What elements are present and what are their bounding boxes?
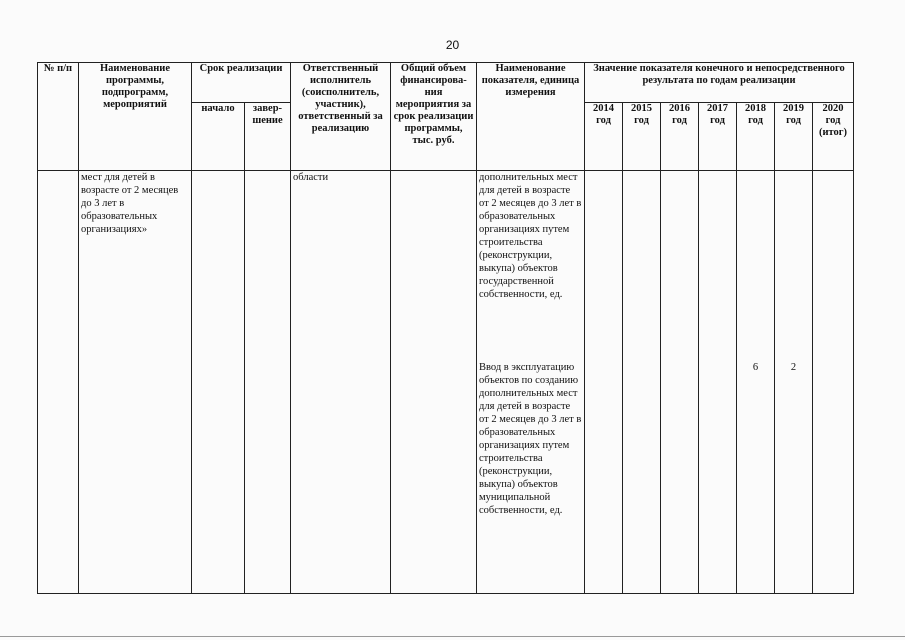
cell-responsible: области (291, 171, 391, 594)
header-year-2020: 2020 год (итог) (813, 103, 854, 171)
header-term-start: начало (192, 103, 245, 171)
cell-val2-2019: 2 (775, 361, 813, 594)
header-responsible: Ответственный исполнитель (соисполнитель, участник), ответственный за реализацию (291, 63, 391, 171)
header-name: Наименование программы, подпрограмм, мероприятий (79, 63, 192, 171)
cell-val2-2014 (585, 361, 623, 594)
header-num: № п/п (38, 63, 79, 171)
cell-val1-2014 (585, 171, 623, 361)
cell-indicator-1: дополнительных мест для детей в возрасте от 2 месяцев до 3 лет в образовательных организациях путем строительства (реконструкции, выкупа) объектов государственной собственности, ед. (477, 171, 585, 361)
cell-val2-2020 (813, 361, 854, 594)
page-bottom-edge (0, 636, 905, 637)
header-funding: Общий объем финансирова-ния мероприятия за срок реализации программы, тыс. руб. (391, 63, 477, 171)
header-year-2015: 2015 год (623, 103, 661, 171)
cell-term-end (245, 171, 291, 594)
cell-val1-2018 (737, 171, 775, 361)
header-year-2018: 2018 год (737, 103, 775, 171)
header-year-2017: 2017 год (699, 103, 737, 171)
cell-funding (391, 171, 477, 594)
cell-indicator-2: Ввод в эксплуатацию объектов по созданию дополнительных мест для детей в возрасте от 2 месяцев до 3 лет в образовательных организациях путем строительства (реконструкции, выкупа) объектов муниципальной собственности, ед. (477, 361, 585, 594)
header-indicator: Наименование показателя, единица измерения (477, 63, 585, 171)
header-year-2019: 2019 год (775, 103, 813, 171)
header-values-group: Значение показателя конечного и непосредственного результата по годам реализации (585, 63, 854, 103)
cell-term-start (192, 171, 245, 594)
cell-val1-2017 (699, 171, 737, 361)
table-row (38, 171, 854, 361)
cell-val2-2016 (661, 361, 699, 594)
program-table (37, 62, 854, 594)
cell-val1-2015 (623, 171, 661, 361)
cell-val1-2016 (661, 171, 699, 361)
header-year-2014: 2014 год (585, 103, 623, 171)
cell-num (38, 171, 79, 594)
cell-val2-2018: 6 (737, 361, 775, 594)
cell-name: мест для детей в возрасте от 2 месяцев до 3 лет в образовательных организациях» (79, 171, 192, 594)
header-term: Срок реализации (192, 63, 291, 103)
header-year-2016: 2016 год (661, 103, 699, 171)
header-term-end: завер-шение (245, 103, 291, 171)
cell-val2-2015 (623, 361, 661, 594)
cell-val1-2020 (813, 171, 854, 361)
cell-val2-2017 (699, 361, 737, 594)
cell-val1-2019 (775, 171, 813, 361)
page-number: 20 (445, 38, 460, 52)
